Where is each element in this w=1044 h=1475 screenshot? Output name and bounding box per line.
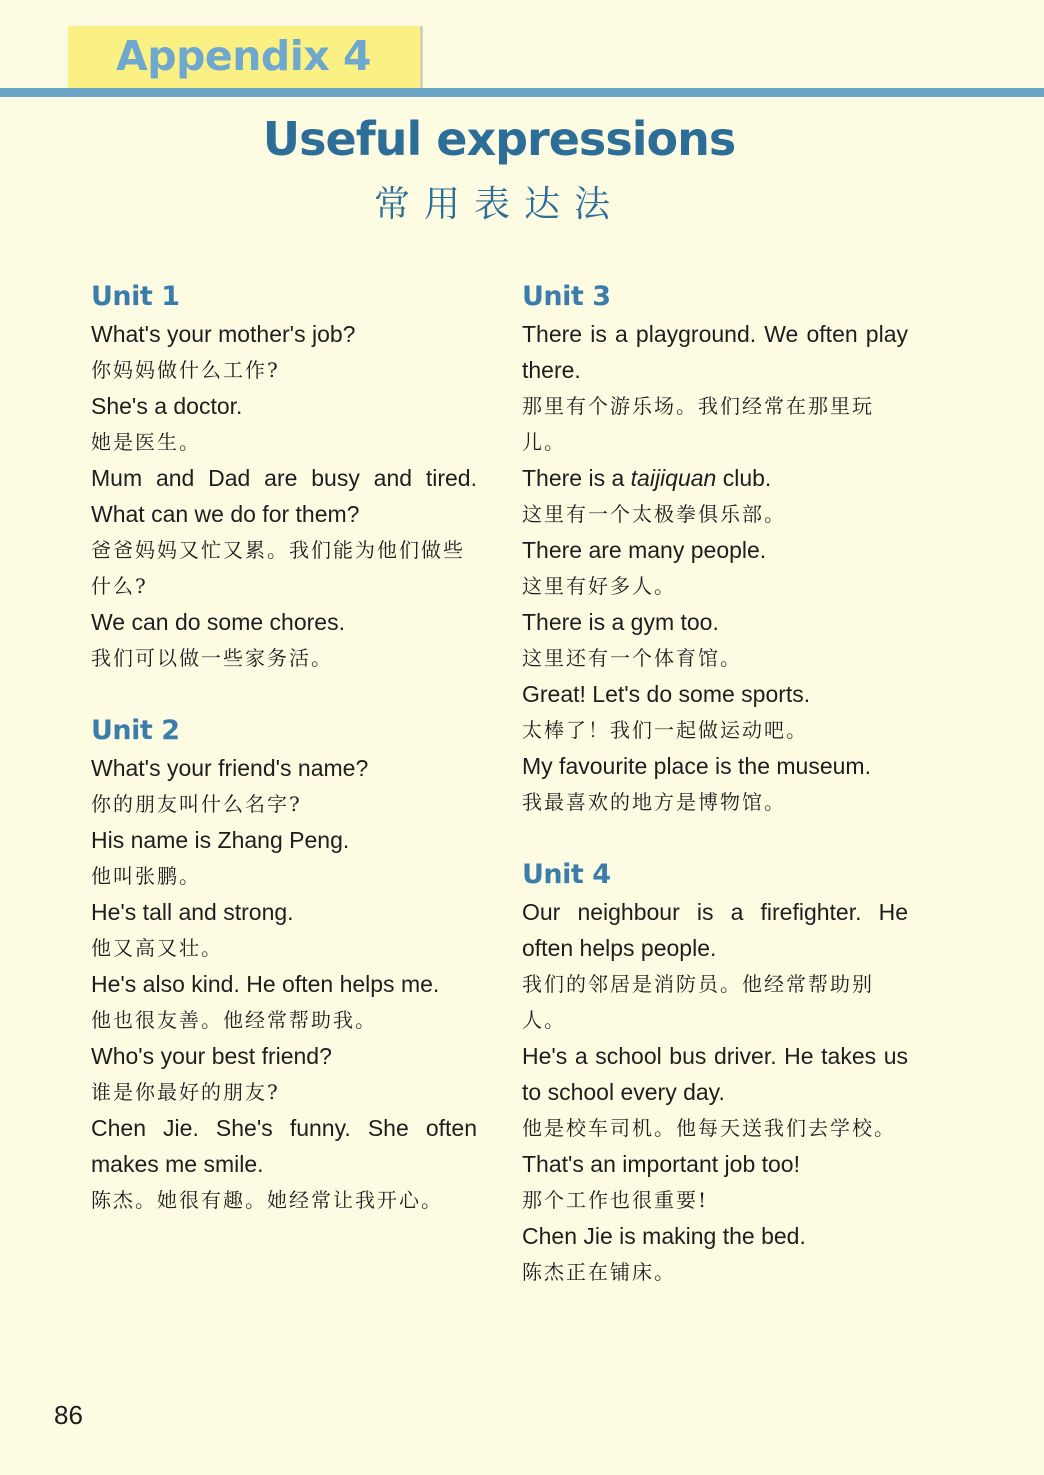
unit-section — [522, 856, 908, 1290]
english-expression: Our neighbour is a firefighter. He often helps people. — [522, 899, 908, 961]
chinese-translation: 陈杰。她很有趣。她经常让我开心。 — [91, 1188, 443, 1212]
english-expression: Chen Jie is making the bed. — [522, 1223, 806, 1249]
page-title: Useful expressions — [262, 112, 736, 166]
unit-section — [91, 278, 477, 676]
chinese-translation: 我最喜欢的地方是博物馆。 — [522, 790, 786, 814]
expression-fragment: club. — [716, 465, 772, 491]
unit-lines — [91, 316, 477, 676]
chinese-translation: 我们可以做一些家务活。 — [91, 646, 333, 670]
english-expression: He's a school bus driver. He takes us to school every day. — [522, 1043, 908, 1105]
english-expression: What's your friend's name? — [91, 755, 369, 781]
english-expression: Who's your best friend? — [91, 1043, 332, 1069]
right-column — [522, 278, 908, 1326]
english-expression: Chen Jie. She's funny. She often makes me smile. — [91, 1115, 477, 1177]
unit-lines — [91, 750, 477, 1218]
unit-lines — [522, 316, 908, 820]
english-expression: There are many people. — [522, 537, 767, 563]
appendix-tab — [68, 26, 420, 88]
expression-fragment: There is a — [522, 465, 631, 491]
left-column — [91, 278, 477, 1254]
english-expression: There is a playground. We often play there. — [522, 321, 908, 383]
chinese-translation: 这里还有一个体育馆。 — [522, 646, 742, 670]
unit-lines — [522, 894, 908, 1290]
chinese-translation: 你妈妈做什么工作? — [91, 358, 280, 382]
page-subtitle: 常用表达法 — [373, 184, 624, 225]
italic-term: taijiquan — [630, 465, 717, 491]
english-expression: She's a doctor. — [91, 393, 243, 419]
english-expression: What's your mother's job? — [91, 321, 356, 347]
unit-heading: Unit 1 — [91, 281, 180, 312]
chinese-translation: 太棒了！我们一起做运动吧。 — [522, 718, 808, 742]
chinese-translation: 我们的邻居是消防员。他经常帮助别人。 — [522, 972, 874, 1032]
english-expression: There is a gym too. — [522, 609, 719, 635]
unit-section — [91, 712, 477, 1218]
english-expression: He's also kind. He often helps me. — [91, 971, 440, 997]
chinese-translation: 谁是你最好的朋友? — [91, 1080, 280, 1104]
chinese-translation: 那里有个游乐场。我们经常在那里玩儿。 — [522, 394, 874, 454]
english-expression: His name is Zhang Peng. — [91, 827, 350, 853]
chinese-translation: 她是医生。 — [91, 430, 201, 454]
chinese-translation: 那个工作也很重要! — [522, 1188, 709, 1212]
header-rule — [0, 88, 1044, 97]
appendix-label: Appendix 4 — [116, 32, 372, 80]
english-expression: That's an important job too! — [522, 1151, 800, 1177]
unit-heading: Unit 3 — [522, 281, 611, 312]
chinese-translation: 他是校车司机。他每天送我们去学校。 — [522, 1116, 896, 1140]
english-expression: We can do some chores. — [91, 609, 345, 635]
chinese-translation: 爸爸妈妈又忙又累。我们能为他们做些什么? — [91, 538, 465, 598]
chinese-translation: 他也很友善。他经常帮助我。 — [91, 1008, 377, 1032]
chinese-translation: 这里有一个太极拳俱乐部。 — [522, 502, 786, 526]
unit-section — [522, 278, 908, 820]
english-expression: He's tall and strong. — [91, 899, 294, 925]
chinese-translation: 他叫张鹏。 — [91, 864, 201, 888]
unit-heading: Unit 4 — [522, 859, 611, 890]
english-expression — [522, 460, 908, 496]
english-expression: My favourite place is the museum. — [522, 753, 871, 779]
unit-heading: Unit 2 — [91, 715, 180, 746]
chinese-translation: 陈杰正在铺床。 — [522, 1260, 676, 1284]
page-number: 86 — [54, 1400, 83, 1430]
chinese-translation: 你的朋友叫什么名字? — [91, 792, 302, 816]
english-expression: Mum and Dad are busy and tired. What can we do for them? — [91, 465, 477, 527]
chinese-translation: 这里有好多人。 — [522, 574, 676, 598]
chinese-translation: 他又高又壮。 — [91, 936, 223, 960]
english-expression: Great! Let's do some sports. — [522, 681, 811, 707]
